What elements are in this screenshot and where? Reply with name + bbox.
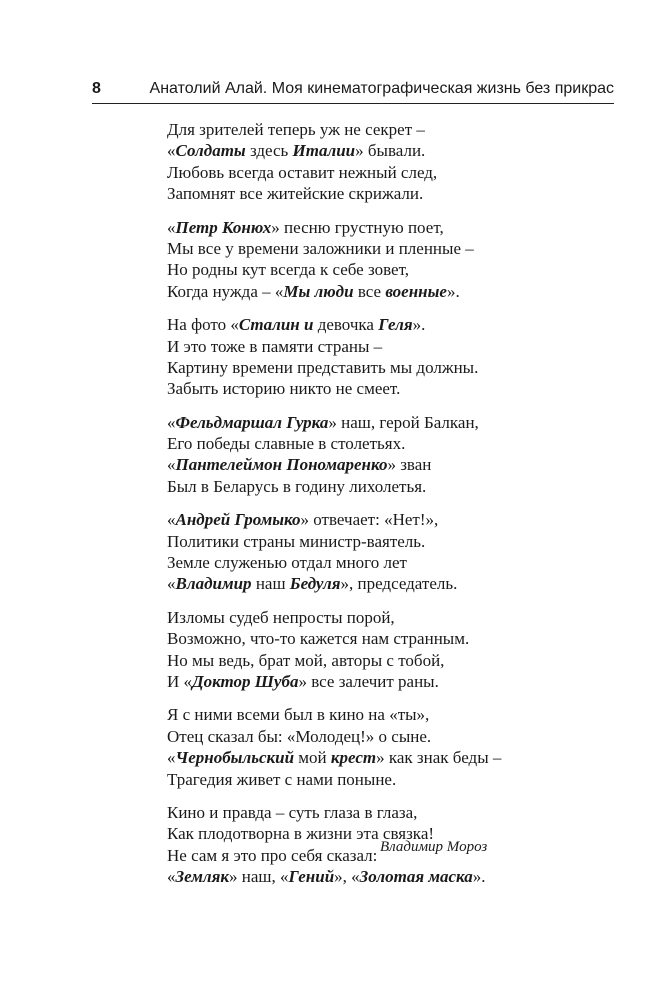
title-emphasis: Фельдмаршал Гурка bbox=[175, 412, 329, 432]
line-text: « bbox=[167, 574, 176, 594]
line-text: ». bbox=[412, 315, 426, 335]
line-text: « bbox=[167, 455, 176, 475]
title-emphasis: Мы люди bbox=[283, 281, 354, 301]
title-emphasis: Владимир bbox=[175, 574, 252, 594]
line-text: Забыть историю никто не смеет. bbox=[167, 379, 401, 399]
running-header bbox=[92, 78, 614, 102]
title-emphasis: Сталин и bbox=[238, 315, 314, 335]
line-text: » как знак беды – bbox=[376, 748, 502, 768]
line-text: Как плодотворна в жизни эта связка! bbox=[167, 824, 435, 844]
title-emphasis: Бедуля bbox=[289, 574, 341, 594]
line-text: Изломы судеб непросты порой, bbox=[167, 607, 395, 627]
line-text: И это тоже в памяти страны – bbox=[167, 336, 383, 356]
line-text: Мы все у времени заложники и пленные – bbox=[167, 238, 474, 258]
poem-line bbox=[167, 336, 607, 357]
line-text: все bbox=[353, 281, 386, 301]
stanza bbox=[167, 217, 607, 303]
poem-line bbox=[167, 140, 607, 161]
line-text: девочка bbox=[313, 315, 379, 335]
line-text: ». bbox=[472, 867, 486, 887]
author-signature: Владимир Мороз bbox=[380, 839, 488, 855]
stanza bbox=[167, 119, 607, 205]
line-text: Для зрителей теперь уж не секрет – bbox=[167, 120, 425, 139]
poem-line bbox=[167, 433, 607, 454]
line-text: », « bbox=[334, 867, 360, 887]
poem-line bbox=[167, 183, 607, 204]
title-emphasis: военные bbox=[385, 281, 447, 301]
line-text: Земле служенью отдал много лет bbox=[167, 553, 407, 573]
line-text: Картину времени представить мы должны. bbox=[167, 357, 479, 377]
title-emphasis: Земляк bbox=[175, 867, 230, 887]
stanza bbox=[167, 704, 607, 790]
poem-line bbox=[167, 769, 607, 790]
line-text: » все залечит раны. bbox=[298, 671, 439, 691]
poem-line bbox=[167, 412, 607, 433]
stanza bbox=[167, 607, 607, 693]
line-text: Кино и правда – суть глаза в глаза, bbox=[167, 802, 418, 822]
line-text: И « bbox=[167, 671, 193, 691]
poem-line bbox=[167, 509, 607, 530]
poem-line bbox=[167, 531, 607, 552]
line-text: здесь bbox=[245, 141, 293, 161]
poem-line bbox=[167, 607, 607, 628]
poem-line bbox=[167, 476, 607, 497]
title-emphasis: Золотая маска bbox=[359, 867, 473, 887]
title-emphasis: Доктор Шуба bbox=[192, 671, 299, 691]
title-emphasis: Геля bbox=[378, 315, 413, 335]
line-text: » бывали. bbox=[355, 141, 426, 161]
line-text: Возможно, что-то кажется нам странным. bbox=[167, 629, 470, 649]
poem-line bbox=[167, 671, 607, 692]
poem-line bbox=[167, 378, 607, 399]
line-text: Отец сказал бы: «Молодец!» о сыне. bbox=[167, 726, 432, 746]
poem bbox=[167, 119, 607, 900]
poem-line bbox=[167, 259, 607, 280]
poem-line bbox=[167, 119, 607, 140]
page-number: 8 bbox=[92, 80, 101, 97]
line-text: « bbox=[167, 141, 176, 161]
line-text: « bbox=[167, 217, 176, 237]
title-emphasis: Петр Конюх bbox=[175, 217, 272, 237]
poem-line bbox=[167, 704, 607, 725]
stanza bbox=[167, 509, 607, 595]
line-text: мой bbox=[294, 748, 331, 768]
poem-line bbox=[167, 552, 607, 573]
stanza bbox=[167, 314, 607, 400]
running-title: Анатолий Алай. Моя кинематографическая жизнь без прикрас bbox=[149, 80, 614, 97]
line-text: ». bbox=[446, 281, 460, 301]
line-text: Трагедия живет с нами поныне. bbox=[167, 769, 397, 789]
poem-line bbox=[167, 281, 607, 302]
line-text: Но родны кут всегда к себе зовет, bbox=[167, 260, 409, 280]
poem-line bbox=[167, 162, 607, 183]
line-text: » песню грустную поет, bbox=[271, 217, 444, 237]
line-text: Я с ними всеми был в кино на «ты», bbox=[167, 705, 430, 725]
poem-line bbox=[167, 314, 607, 335]
stanza bbox=[167, 412, 607, 498]
line-text: « bbox=[167, 748, 176, 768]
line-text: « bbox=[167, 867, 176, 887]
line-text: Не сам я это про себя сказал: bbox=[167, 845, 378, 865]
line-text: Был в Беларусь в годину лихолетья. bbox=[167, 476, 427, 496]
line-text: Когда нужда – « bbox=[167, 281, 284, 301]
poem-line bbox=[167, 454, 607, 475]
line-text: » наш, « bbox=[229, 867, 289, 887]
poem-line bbox=[167, 357, 607, 378]
poem-line bbox=[167, 628, 607, 649]
line-text: Но мы ведь, брат мой, авторы с тобой, bbox=[167, 650, 445, 670]
poem-line bbox=[167, 217, 607, 238]
poem-line bbox=[167, 747, 607, 768]
poem-line bbox=[167, 573, 607, 594]
poem-line bbox=[167, 802, 607, 823]
line-text: » зван bbox=[387, 455, 432, 475]
line-text: Его победы славные в столетьях. bbox=[167, 434, 406, 454]
line-text: » отвечает: «Нет!», bbox=[300, 510, 439, 530]
line-text: Запомнят все житейские скрижали. bbox=[167, 184, 424, 204]
poem-line bbox=[167, 650, 607, 671]
line-text: Политики страны министр-ваятель. bbox=[167, 531, 426, 551]
title-emphasis: Гений bbox=[288, 867, 335, 887]
header-rule bbox=[92, 103, 614, 104]
line-text: наш bbox=[251, 574, 290, 594]
title-emphasis: Андрей Громыко bbox=[175, 510, 301, 530]
line-text: « bbox=[167, 510, 176, 530]
title-emphasis: Чернобыльский bbox=[175, 748, 295, 768]
poem-line bbox=[167, 866, 607, 887]
line-text: », председатель. bbox=[340, 574, 458, 594]
line-text: » наш, герой Балкан, bbox=[328, 412, 479, 432]
title-emphasis: Солдаты bbox=[175, 141, 246, 161]
title-emphasis: Италии bbox=[292, 141, 356, 161]
line-text: « bbox=[167, 412, 176, 432]
poem-line bbox=[167, 238, 607, 259]
line-text: Любовь всегда оставит нежный след, bbox=[167, 162, 438, 182]
poem-line bbox=[167, 726, 607, 747]
title-emphasis: крест bbox=[330, 748, 377, 768]
title-emphasis: Пантелеймон Пономаренко bbox=[175, 455, 388, 475]
line-text: На фото « bbox=[167, 315, 239, 335]
